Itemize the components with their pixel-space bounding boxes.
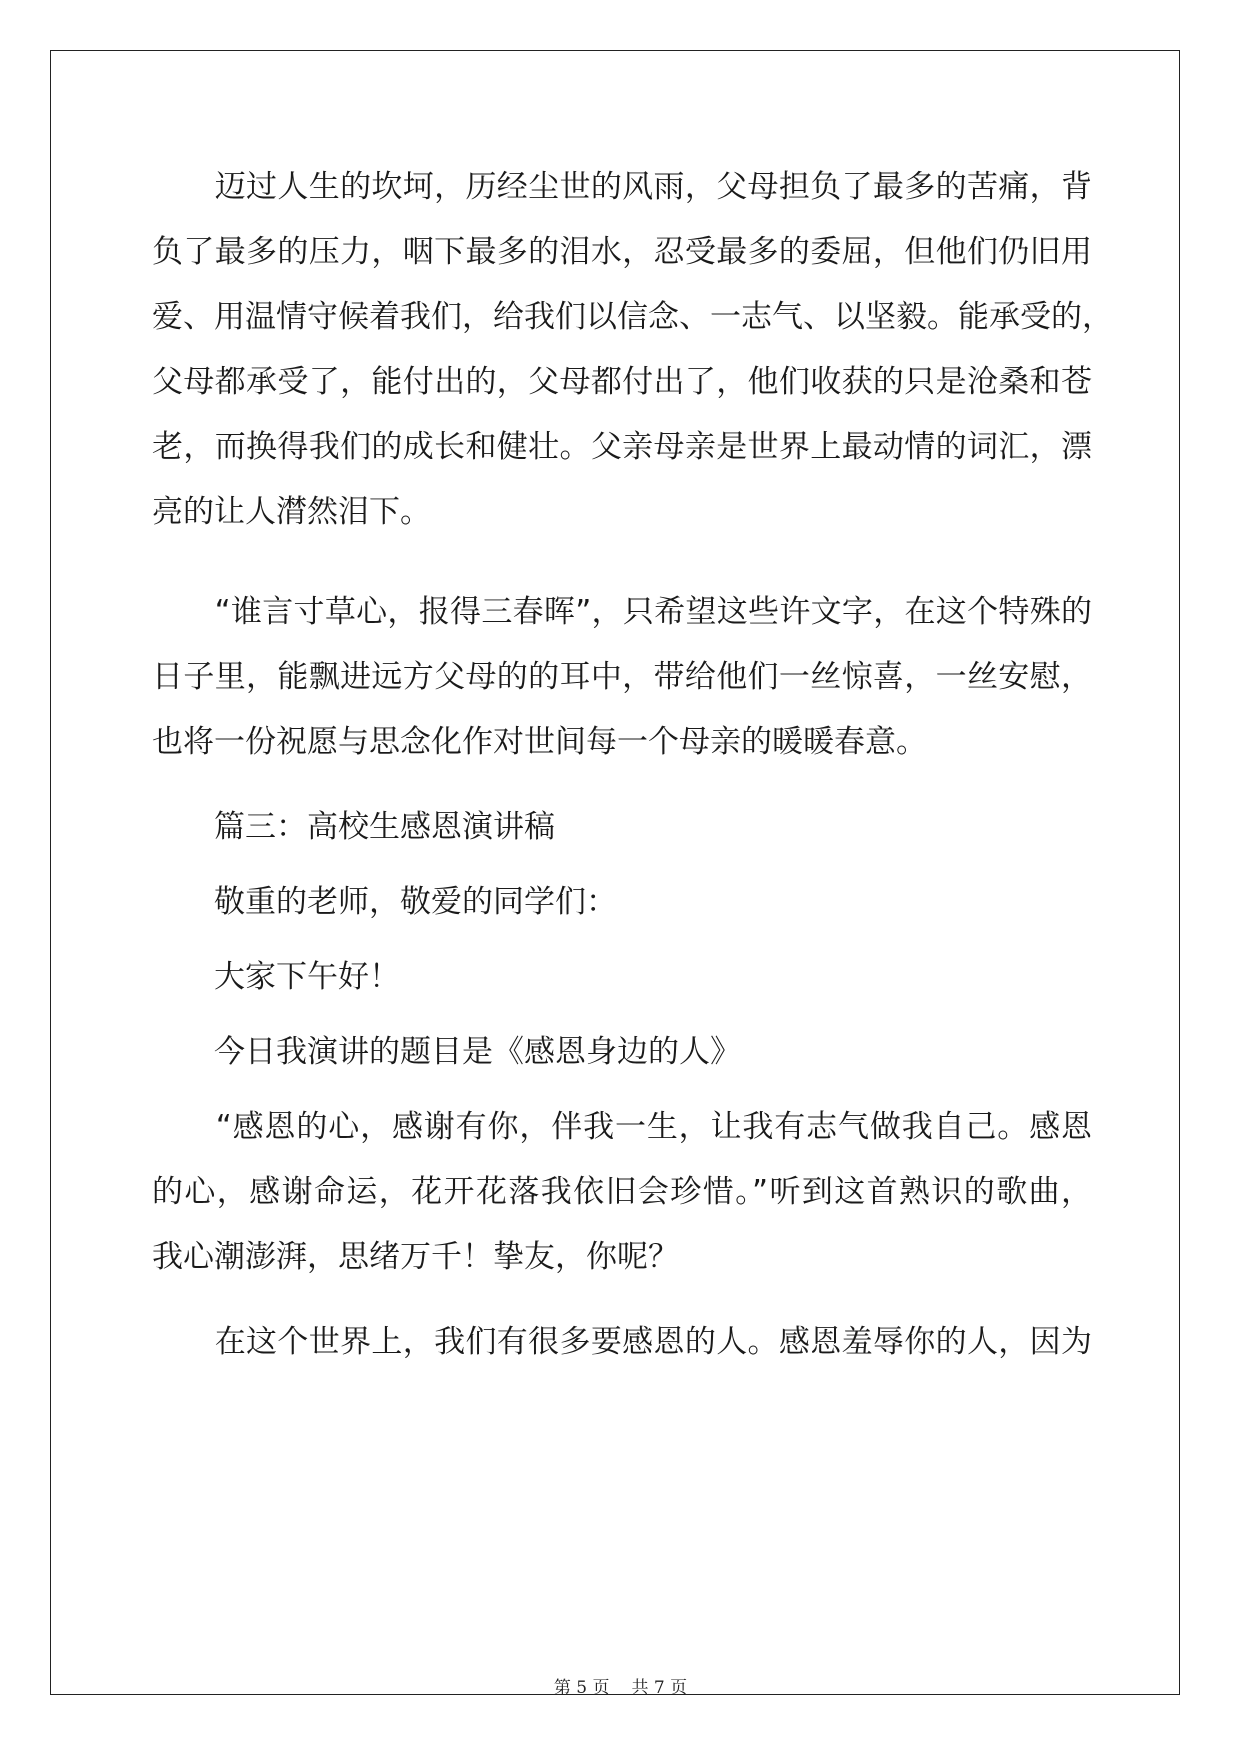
- text-line: “感恩的心，感谢有你，伴我一生，让我有志气做我自己。感恩: [152, 1109, 1092, 1145]
- text-line: 迈过人生的坎坷，历经尘世的风雨，父母担负了最多的苦痛，背: [152, 169, 1092, 205]
- greeting: 大家下午好！: [152, 959, 400, 995]
- text-line: 在这个世界上，我们有很多要感恩的人。感恩羞辱你的人，因为: [152, 1324, 1092, 1360]
- text-line: 老，而换得我们的成长和健壮。父亲母亲是世界上最动情的词汇，漂: [152, 429, 1092, 465]
- text-line: 亮的让人潸然泪下。: [152, 494, 431, 530]
- text-line: 负了最多的压力，咽下最多的泪水，忍受最多的委屈，但他们仍旧用: [152, 234, 1092, 270]
- text-line: 我心潮澎湃，思绪万千！挚友，你呢？: [152, 1239, 679, 1275]
- section-heading: 篇三：高校生感恩演讲稿: [152, 809, 555, 845]
- text-line: 的心，感谢命运，花开花落我依旧会珍惜。”听到这首熟识的歌曲，: [152, 1174, 1092, 1210]
- text-line: 也将一份祝愿与思念化作对世间每一个母亲的暖暖春意。: [152, 724, 927, 760]
- speech-title-line: 今日我演讲的题目是《感恩身边的人》: [152, 1034, 741, 1070]
- text-line: 爱、用温情守候着我们，给我们以信念、一志气、以坚毅。能承受的，: [152, 299, 1113, 335]
- page-total: 共 7 页: [631, 1678, 688, 1698]
- text-line: “谁言寸草心，报得三春晖”，只希望这些许文字，在这个特殊的: [152, 594, 1092, 630]
- page-number: 第 5 页: [553, 1678, 610, 1698]
- salutation: 敬重的老师，敬爱的同学们：: [152, 884, 617, 920]
- text-line: 日子里，能飘进远方父母的的耳中，带给他们一丝惊喜，一丝安慰，: [152, 659, 1092, 695]
- page-footer: [0, 1677, 1241, 1699]
- text-line: 父母都承受了，能付出的，父母都付出了，他们收获的只是沧桑和苍: [152, 364, 1092, 400]
